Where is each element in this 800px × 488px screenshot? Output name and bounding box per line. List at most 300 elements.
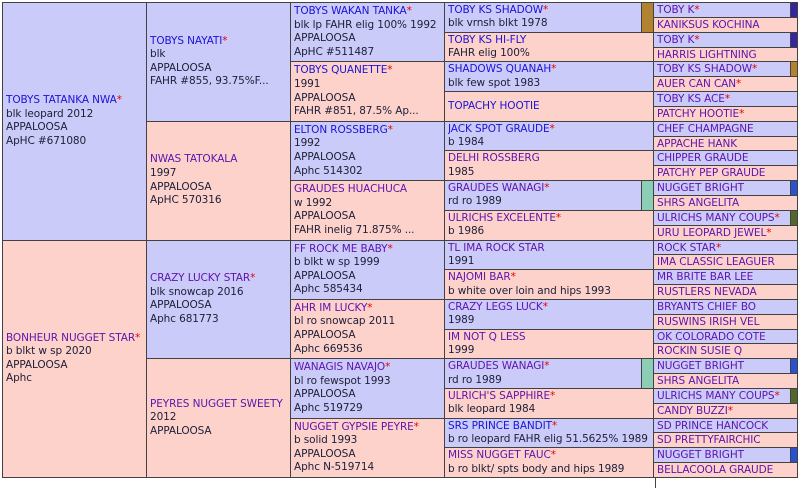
horse-name-link[interactable]: CHEF CHAMPAGNE: [657, 122, 754, 135]
horse-name-link[interactable]: AUER CAN CAN: [657, 78, 737, 91]
asterisk-mark: *: [694, 33, 700, 46]
pedigree-cell-gen3-2: [291, 62, 444, 120]
duplicate-ancestor-marker-royal: [790, 448, 797, 462]
horse-info: [291, 122, 444, 180]
horse-name-line: [657, 63, 789, 75]
horse-info: [445, 3, 641, 32]
duplicate-ancestor-marker-royal: [790, 359, 797, 373]
horse-info: [654, 151, 797, 165]
horse-detail-line: APPALOOSA: [150, 299, 212, 312]
horse-detail-line: w 1992: [294, 196, 333, 209]
horse-detail-line: rd ro 1989: [448, 195, 502, 208]
horse-name-link[interactable]: PATCHY PEP GRAUDE: [657, 167, 766, 180]
horse-name-link[interactable]: AHR IM LUCKY: [294, 301, 368, 314]
asterisk-mark: *: [367, 301, 373, 314]
horse-info: [147, 122, 290, 240]
pedigree-cell-gen5-14: [654, 196, 797, 210]
asterisk-mark: *: [715, 241, 722, 254]
pedigree-cell-gen5-23: [654, 330, 797, 344]
asterisk-mark: *: [413, 420, 419, 433]
pedigree-cell-gen2-1: [147, 3, 290, 121]
asterisk-mark: *: [549, 389, 556, 402]
horse-info: [147, 359, 290, 477]
asterisk-mark: *: [551, 419, 558, 432]
asterisk-mark: *: [694, 4, 700, 16]
horse-name-link[interactable]: TOBYS TATANKA NWA: [6, 94, 117, 107]
horse-name-link[interactable]: FF ROCK ME BABY: [294, 242, 388, 255]
horse-detail-line: APPALOOSA: [294, 447, 356, 460]
horse-info: [3, 3, 146, 240]
horse-name-link[interactable]: NUGGET BRIGHT: [657, 449, 744, 462]
pedigree-cell-gen5-21: [654, 300, 797, 314]
horse-name-link[interactable]: TOPACHY HOOTIE: [448, 99, 540, 112]
horse-detail-line: rd ro 1989: [448, 373, 502, 386]
horse-detail-line: ApHC 570316: [150, 194, 222, 207]
horse-name-line: [448, 212, 652, 225]
horse-name-link[interactable]: TOBYS NAYATI: [150, 34, 223, 47]
horse-name-link[interactable]: SRS PRINCE BANDIT: [448, 419, 552, 432]
pedigree-cell-gen5-9: [654, 122, 797, 136]
horse-name-line: [448, 63, 652, 76]
horse-name-line: [657, 108, 796, 120]
horse-detail-line: APPALOOSA: [294, 32, 356, 45]
horse-name-link[interactable]: CHIPPER GRAUDE: [657, 152, 749, 165]
asterisk-mark: *: [510, 271, 516, 284]
asterisk-mark: *: [739, 107, 745, 120]
asterisk-mark: *: [727, 404, 733, 417]
horse-detail-line: blk snowcap 2016: [150, 285, 244, 298]
horse-detail-line: Aphc N-519714: [294, 461, 375, 474]
pedigree-cell-gen2-4: [147, 359, 290, 477]
horse-name-link[interactable]: TOBY K: [657, 33, 695, 46]
horse-name-line: [448, 123, 652, 136]
horse-info: [291, 3, 444, 61]
horse-name-line: [657, 19, 796, 31]
horse-name-line: [448, 331, 652, 344]
pedigree-cell-gen4-2: [445, 33, 653, 62]
horse-name-link[interactable]: MISS NUGGET FAUC: [448, 449, 551, 462]
horse-detail-line: b ro leopard FAHR elig 51.5625% 1989: [448, 432, 648, 445]
pedigree-cell-gen5-19: [654, 270, 797, 284]
horse-name-link[interactable]: RUSTLERS NEVADA: [657, 286, 757, 298]
horse-detail-line: FAHR inelig 71.875% ...: [294, 223, 415, 236]
asterisk-mark: *: [774, 211, 780, 224]
horse-name-link[interactable]: SD PRINCE HANCOCK: [657, 419, 769, 432]
pedigree-cell-gen4-16: [445, 448, 653, 477]
horse-name-link[interactable]: TOBY KS HI-FLY: [448, 33, 527, 46]
horse-name-link[interactable]: GRAUDES WANAGI: [448, 182, 545, 195]
horse-detail-line: FAHR #855, 93.75%F...: [150, 75, 269, 88]
horse-info: [291, 300, 444, 358]
asterisk-mark: *: [385, 361, 391, 374]
horse-name-link[interactable]: ROCK STAR: [657, 241, 716, 254]
asterisk-mark: *: [774, 389, 780, 402]
horse-name-line: [657, 345, 796, 357]
horse-detail-line: APPALOOSA: [6, 121, 68, 134]
horse-name-link[interactable]: TL IMA ROCK STAR: [448, 241, 545, 254]
horse-info: [654, 344, 797, 358]
horse-name-link[interactable]: SHRS ANGELITA: [657, 196, 740, 209]
pedigree-cell-gen3-1: [291, 3, 444, 61]
asterisk-mark: *: [550, 449, 556, 462]
asterisk-mark: *: [387, 64, 393, 77]
pedigree-cell-gen5-11: [654, 151, 797, 165]
horse-info: [654, 433, 797, 447]
horse-name-line: [448, 271, 652, 284]
asterisk-mark: *: [543, 4, 549, 16]
horse-detail-line: bl ro snowcap 2011: [294, 315, 396, 328]
duplicate-ancestor-marker-navy: [790, 33, 797, 47]
horse-name-line: [657, 34, 789, 46]
horse-info: [654, 122, 797, 136]
duplicate-ancestor-marker-teal: [641, 181, 653, 210]
pedigree-cell-gen4-11: [445, 300, 653, 329]
horse-info: [654, 389, 790, 403]
horse-name-line: [150, 272, 289, 286]
horse-name-link[interactable]: NWAS TATOKALA: [150, 153, 238, 166]
pedigree-cell-gen5-3: [654, 33, 797, 47]
horse-name-link[interactable]: RUSWINS IRISH VEL: [657, 315, 760, 328]
pedigree-cell-gen3-7: [291, 359, 444, 417]
horse-name-link[interactable]: NUGGET BRIGHT: [657, 182, 744, 194]
horse-name-link[interactable]: TOBY K: [657, 4, 695, 16]
pedigree-cell-gen5-16: [654, 226, 797, 240]
horse-detail-line: Aphc 585434: [294, 283, 363, 296]
horse-detail-line: blk leopard 2012: [6, 107, 94, 120]
horse-info: [445, 181, 641, 210]
horse-info: [654, 107, 797, 121]
horse-info: [654, 18, 797, 32]
pedigree-cell-gen5-7: [654, 92, 797, 106]
horse-detail-line: b blkt w sp 1999: [294, 256, 380, 269]
horse-name-link[interactable]: KANIKSUS KOCHINA: [657, 18, 760, 31]
pedigree-cell-gen5-30: [654, 433, 797, 447]
horse-detail-line: FAHR elig 100%: [448, 47, 530, 60]
pedigree-cell-gen3-8: [291, 419, 444, 477]
pedigree-table: [2, 2, 798, 478]
horse-name-line: [448, 420, 652, 433]
pedigree-cell-gen3-5: [291, 241, 444, 299]
horse-name-line: [448, 390, 652, 403]
horse-name-link[interactable]: DELHI ROSSBERG: [448, 152, 540, 165]
asterisk-mark: *: [135, 331, 141, 344]
horse-detail-line: Aphc 669536: [294, 342, 363, 355]
horse-name-link[interactable]: ELTON ROSSBERG: [294, 123, 388, 136]
horse-name-line: [294, 183, 443, 197]
horse-detail-line: b 1984: [448, 136, 485, 149]
horse-name-line: [657, 49, 796, 61]
horse-name-line: [657, 434, 796, 446]
horse-name-link[interactable]: ULRICH'S SAPPHIRE: [448, 389, 550, 402]
horse-name-line: [657, 331, 796, 343]
horse-name-link[interactable]: TOBYS WAKAN TANKA: [294, 5, 407, 17]
asterisk-mark: *: [555, 211, 562, 224]
horse-name-link[interactable]: SHRS ANGELITA: [657, 375, 740, 387]
horse-name-link[interactable]: TOBY KS SHADOW: [448, 4, 544, 16]
table-bottom-border-artifact: [655, 478, 656, 488]
horse-name-line: [294, 64, 443, 78]
horse-name-line: [657, 271, 796, 283]
pedigree-cell-gen5-18: [654, 255, 797, 269]
horse-info: [654, 300, 797, 314]
horse-info: [654, 241, 797, 255]
horse-name-link[interactable]: ULRICHS MANY COUPS: [657, 389, 775, 402]
horse-name-line: [657, 390, 789, 402]
horse-detail-line: APPALOOSA: [294, 269, 356, 282]
horse-detail-line: APPALOOSA: [150, 61, 212, 74]
horse-name-line: [150, 35, 289, 49]
horse-name-line: [448, 301, 652, 314]
horse-detail-line: 1985: [448, 165, 475, 178]
horse-info: [654, 330, 797, 344]
horse-name-link[interactable]: GRAUDES HUACHUCA: [294, 183, 408, 196]
horse-info: [291, 62, 444, 120]
horse-name-link[interactable]: BELLACOOLA GRAUDE: [657, 464, 774, 476]
horse-name-line: [657, 360, 789, 372]
pedigree-cell-gen5-2: [654, 18, 797, 32]
horse-name-line: [657, 182, 789, 194]
pedigree-cell-gen4-1: [445, 3, 653, 32]
duplicate-ancestor-marker-tan: [641, 3, 653, 32]
horse-name-line: [657, 4, 789, 16]
asterisk-mark: *: [387, 242, 393, 255]
horse-info: [445, 33, 653, 62]
pedigree-cell-gen4-13: [445, 359, 653, 388]
horse-info: [445, 300, 653, 329]
horse-detail-line: bl ro fewspot 1993: [294, 374, 391, 387]
asterisk-mark: *: [222, 34, 228, 47]
horse-name-link[interactable]: JACK SPOT GRAUDE: [448, 122, 550, 135]
horse-name-link[interactable]: TOBYS QUANETTE: [294, 64, 388, 77]
horse-detail-line: APPALOOSA: [294, 388, 356, 401]
horse-detail-line: Aphc 519729: [294, 402, 363, 415]
pedigree-cell-gen5-25: [654, 359, 797, 373]
horse-name-line: [657, 420, 796, 432]
horse-info: [445, 448, 653, 477]
horse-name-link[interactable]: GRAUDES WANAGI: [448, 360, 545, 373]
pedigree-cell-gen5-6: [654, 77, 797, 91]
horse-name-link[interactable]: TOBY KS SHADOW: [657, 63, 753, 76]
duplicate-ancestor-marker-navy: [790, 3, 797, 17]
horse-detail-line: ApHC #671080: [6, 134, 87, 147]
horse-name-line: [294, 421, 443, 435]
horse-name-line: [294, 302, 443, 316]
horse-info: [654, 92, 797, 106]
horse-detail-line: 1991: [448, 254, 475, 267]
asterisk-mark: *: [544, 182, 550, 195]
horse-name-line: [448, 4, 640, 17]
pedigree-cell-gen2-2: [147, 122, 290, 240]
horse-detail-line: b white over loin and hips 1993: [448, 284, 611, 297]
horse-info: [445, 419, 653, 448]
horse-detail-line: FAHR #851, 87.5% Ap...: [294, 105, 419, 118]
horse-detail-line: APPALOOSA: [150, 180, 212, 193]
pedigree-cell-gen4-6: [445, 151, 653, 180]
horse-name-link[interactable]: NUGGET GYPSIE PEYRE: [294, 420, 414, 433]
horse-name-link[interactable]: BRYANTS CHIEF BO: [657, 300, 756, 313]
horse-name-link[interactable]: WANAGIS NAVAJO: [294, 361, 386, 374]
asterisk-mark: *: [724, 93, 730, 105]
horse-info: [445, 270, 653, 299]
horse-name-link[interactable]: CRAZY LEGS LUCK: [448, 300, 543, 313]
horse-name-link[interactable]: APPACHE HANK: [657, 137, 737, 150]
horse-name-line: [448, 449, 652, 462]
pedigree-cell-gen5-27: [654, 389, 797, 403]
horse-name-link[interactable]: HARRIS LIGHTNING: [657, 48, 757, 61]
asterisk-mark: *: [250, 272, 256, 285]
horse-name-line: [294, 124, 443, 138]
horse-detail-line: APPALOOSA: [150, 424, 212, 437]
horse-detail-line: b ro blkt/ spts body and hips 1989: [448, 462, 625, 475]
horse-info: [445, 211, 653, 240]
horse-info: [654, 33, 790, 47]
pedigree-cell-gen5-13: [654, 181, 797, 195]
horse-name-link[interactable]: URU LEOPARD JEWEL: [657, 226, 767, 239]
pedigree-cell-gen5-4: [654, 48, 797, 62]
horse-info: [654, 315, 797, 329]
horse-name-link[interactable]: CRAZY LUCKY STAR: [150, 272, 251, 285]
horse-info: [445, 330, 653, 359]
horse-detail-line: blk vrnsh blkt 1978: [448, 17, 548, 30]
horse-name-line: [657, 242, 796, 254]
horse-name-line: [657, 197, 796, 209]
horse-name-line: [294, 361, 443, 375]
asterisk-mark: *: [736, 78, 742, 91]
horse-name-line: [294, 243, 443, 257]
horse-info: [654, 77, 797, 91]
horse-info: [654, 448, 790, 462]
horse-detail-line: blk few spot 1983: [448, 76, 541, 89]
duplicate-ancestor-marker-royal: [790, 181, 797, 195]
horse-detail-line: ApHC #511487: [294, 45, 375, 58]
horse-info: [654, 62, 790, 76]
pedigree-cell-gen5-5: [654, 62, 797, 76]
horse-name-link[interactable]: NUGGET BRIGHT: [657, 360, 744, 373]
pedigree-cell-gen1-1: [3, 3, 146, 240]
pedigree-cell-gen5-8: [654, 107, 797, 121]
horse-name-link[interactable]: NAJOMI BAR: [448, 271, 511, 284]
horse-detail-line: blk leopard 1984: [448, 403, 536, 416]
horse-info: [654, 285, 797, 299]
horse-info: [654, 419, 797, 433]
horse-name-link[interactable]: PATCHY HOOTIE: [657, 107, 740, 120]
horse-info: [445, 389, 653, 418]
pedigree-cell-gen5-10: [654, 137, 797, 151]
horse-name-line: [657, 316, 796, 328]
duplicate-ancestor-marker-green: [790, 389, 797, 403]
horse-name-line: [294, 5, 443, 19]
horse-detail-line: APPALOOSA: [294, 329, 356, 342]
horse-info: [654, 226, 797, 240]
horse-name-line: [448, 100, 652, 114]
pedigree-cell-gen5-28: [654, 404, 797, 418]
asterisk-mark: *: [542, 300, 548, 313]
pedigree-cell-gen4-15: [445, 419, 653, 448]
pedigree-cell-gen5-24: [654, 344, 797, 358]
horse-detail-line: 1989: [448, 314, 475, 327]
horse-info: [654, 196, 797, 210]
horse-detail-line: blk: [150, 48, 166, 61]
horse-detail-line: 1992: [294, 137, 321, 150]
horse-name-link[interactable]: ULRICHS MANY COUPS: [657, 211, 775, 224]
pedigree-cell-gen4-7: [445, 181, 653, 210]
pedigree-cell-gen2-3: [147, 241, 290, 359]
horse-detail-line: 1997: [150, 167, 177, 180]
horse-name-line: [448, 242, 652, 255]
horse-info: [291, 181, 444, 239]
horse-name-line: [657, 123, 796, 135]
pedigree-cell-gen3-3: [291, 122, 444, 180]
horse-name-link[interactable]: IMA CLASSIC LEAGUER: [657, 256, 775, 269]
horse-detail-line: 1999: [448, 343, 475, 356]
horse-info: [445, 122, 653, 151]
horse-info: [147, 241, 290, 359]
asterisk-mark: *: [549, 122, 555, 135]
horse-name-link[interactable]: SHADOWS QUANAH: [448, 63, 552, 76]
horse-info: [654, 48, 797, 62]
horse-info: [445, 151, 653, 180]
horse-info: [654, 181, 790, 195]
horse-detail-line: b solid 1993: [294, 434, 358, 447]
horse-name-line: [657, 405, 796, 417]
horse-info: [654, 211, 790, 225]
horse-name-link[interactable]: PEYRES NUGGET SWEETY: [150, 397, 283, 410]
horse-detail-line: b blkt w sp 2020: [6, 345, 92, 358]
horse-name-link[interactable]: SD PRETTYFAIRCHIC: [657, 434, 761, 447]
horse-name-link[interactable]: CANDY BUZZI: [657, 404, 728, 417]
pedigree-cell-gen5-26: [654, 374, 797, 388]
horse-name-line: [657, 256, 796, 268]
horse-info: [147, 3, 290, 121]
asterisk-mark: *: [116, 94, 122, 107]
asterisk-mark: *: [544, 360, 550, 373]
horse-name-link[interactable]: ROCKIN SUSIE Q: [657, 345, 743, 358]
horse-name-link[interactable]: IM NOT Q LESS: [448, 330, 526, 343]
pedigree-cell-gen5-31: [654, 448, 797, 462]
horse-info: [654, 255, 797, 269]
pedigree-cell-gen5-1: [654, 3, 797, 17]
horse-detail-line: APPALOOSA: [294, 150, 356, 163]
horse-name-line: [150, 398, 289, 412]
pedigree-cell-gen5-29: [654, 419, 797, 433]
horse-name-line: [6, 332, 145, 346]
horse-info: [654, 3, 790, 17]
horse-name-link[interactable]: ULRICHS EXCELENTE: [448, 211, 556, 224]
horse-info: [291, 241, 444, 299]
horse-info: [445, 62, 653, 91]
horse-name-line: [657, 138, 796, 150]
horse-info: [654, 270, 797, 284]
horse-name-line: [657, 78, 796, 90]
horse-name-link[interactable]: MR BRITE BAR LEE: [657, 271, 754, 284]
horse-detail-line: blk lp FAHR elig 100% 1992: [294, 18, 437, 31]
pedigree-cell-gen5-15: [654, 211, 797, 225]
horse-name-link[interactable]: OK COLORADO COTE: [657, 330, 766, 343]
duplicate-ancestor-marker-tan: [790, 62, 797, 76]
horse-name-line: [657, 212, 789, 224]
horse-info: [654, 359, 790, 373]
pedigree-cell-gen5-17: [654, 241, 797, 255]
horse-name-line: [448, 182, 640, 195]
horse-name-line: [6, 94, 145, 108]
horse-name-line: [657, 286, 796, 298]
pedigree-cell-gen4-9: [445, 241, 653, 270]
horse-name-line: [150, 153, 289, 167]
horse-name-link[interactable]: TOBY KS ACE: [657, 93, 725, 105]
asterisk-mark: *: [387, 123, 393, 136]
horse-name-line: [657, 375, 796, 387]
horse-name-link[interactable]: BONHEUR NUGGET STAR: [6, 331, 136, 344]
